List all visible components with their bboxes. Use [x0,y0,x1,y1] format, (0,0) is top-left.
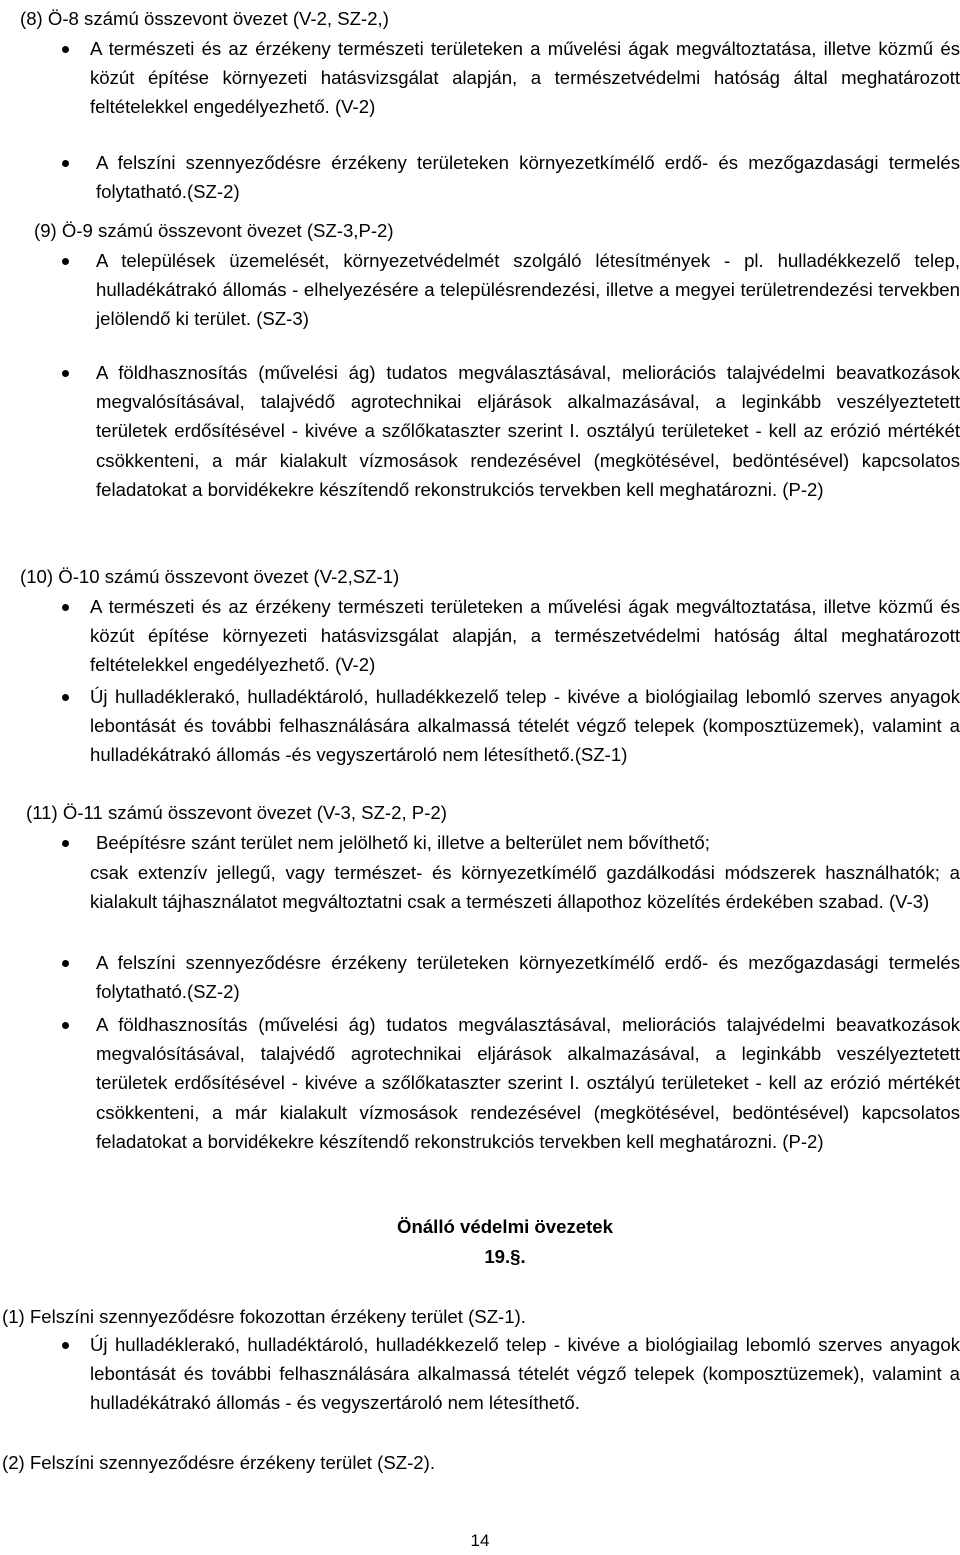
bullet-icon [62,604,69,611]
section-10-item-1: A természeti és az érzékeny természeti területeken a művelési ágak megváltoztatása, illetve közmű és közút építése környezeti hatásvizsgálat alapján, a természetvédelmi hatóság által meghatározott feltételekkel engedélyezhető. (V-2) [90,596,960,676]
bullet-icon [62,370,69,377]
section-11-item-1: Beépítésre szánt terület nem jelölhető ki, illetve a belterület nem bővíthető; [96,832,710,853]
bullet-icon [62,1022,69,1029]
zone-1-heading: (1) Felszíni szennyeződésre fokozottan érzékeny terület (SZ-1). [2,1306,526,1327]
page-number: 14 [470,1531,490,1550]
bullet-icon [62,46,69,53]
section-11-heading: (11) Ö-11 számú összevont övezet (V-3, SZ-2, P-2) [26,802,447,823]
section-9-item-2: A földhasznosítás (művelési ág) tudatos megválasztásával, meliorációs talajvédelmi beavatkozások megvalósításával, talajvédő agrotechnikai eljárások alkalmazásával, a leginkább veszélyeztetett területek erdősítésével - kivéve a szőlőkataszter szerint I. osztályú területeket - kell az erózió mértékét csökkenteni, a már kialakult vízmosások rendezésével (megkötésével, bedöntésével) kapcsolatos feladatokat a borvidékekre készítendő rekonstrukciós tervekben kell meghatározni. (P-2) [96,362,960,500]
bullet-icon [62,258,69,265]
bullet-icon [62,160,69,167]
section-8-item-2: A felszíni szennyeződésre érzékeny területeken környezetkímélő erdő- és mezőgazdasági termelés folytatható.(SZ-2) [96,152,960,203]
section-8-heading: (8) Ö-8 számú összevont övezet (V-2, SZ-2,) [20,8,389,29]
bullet-icon [62,840,69,847]
section-11-item-2: csak extenzív jellegű, vagy természet- és környezetkímélő gazdálkodási módszerek használhatók; a kialakult tájhasználatot megváltoztatni csak a természeti állapothoz közelítés érdekében szabad. (V-3) [90,862,960,913]
zone-1-item-1: Új hulladéklerakó, hulladéktároló, hulladékkezelő telep - kivéve a biológiailag lebomló szerves anyagok lebontását és további felhasználására alkalmassá tételét végző telepek (komposztüzemek), valamint a hulladékátrakó állomás - és vegyszertároló nem létesíthető. [90,1334,960,1414]
bullet-icon [62,1342,69,1349]
bullet-icon [62,960,69,967]
section-11-item-4: A földhasznosítás (művelési ág) tudatos megválasztásával, meliorációs talajvédelmi beavatkozások megvalósításával, talajvédő agrotechnikai eljárások alkalmazásával, a leginkább veszélyeztetett területek erdősítésével - kivéve a szőlőkataszter szerint I. osztályú területeket - kell az erózió mértékét csökkenteni, a már kialakult vízmosások rendezésével (megkötésével, bedöntésével) kapcsolatos feladatokat a borvidékekre készítendő rekonstrukciós tervekben kell meghatározni. (P-2) [96,1014,960,1152]
section-8-item-1: A természeti és az érzékeny természeti területeken a művelési ágak megváltoztatása, illetve közmű és közút építése környezeti hatásvizsgálat alapján, a természetvédelmi hatóság által meghatározott feltételekkel engedélyezhető. (V-2) [90,38,960,118]
chapter-number: 19.§. [484,1246,526,1267]
chapter-title: Önálló védelmi övezetek [397,1216,613,1237]
bullet-icon [62,694,69,701]
section-10-item-2: Új hulladéklerakó, hulladéktároló, hulladékkezelő telep - kivéve a biológiailag lebomló szerves anyagok lebontását és további felhasználására alkalmassá tételét végző telepek (komposztüzemek), valamint a hulladékátrakó állomás -és vegyszertároló nem létesíthető.(SZ-1) [90,686,960,766]
section-10-heading: (10) Ö-10 számú összevont övezet (V-2,SZ-1) [20,566,400,587]
section-9-heading: (9) Ö-9 számú összevont övezet (SZ-3,P-2) [34,220,394,241]
section-11-item-3: A felszíni szennyeződésre érzékeny területeken környezetkímélő erdő- és mezőgazdasági termelés folytatható.(SZ-2) [96,952,960,1003]
zone-2-heading: (2) Felszíni szennyeződésre érzékeny terület (SZ-2). [2,1452,435,1473]
section-9-item-1: A települések üzemelését, környezetvédelmét szolgáló létesítmények - pl. hulladékkezelő telep, hulladékátrakó állomás - elhelyezésére a településrendezési, illetve a megyei területrendezési tervekben jelölendő ki terület. (SZ-3) [96,250,960,330]
